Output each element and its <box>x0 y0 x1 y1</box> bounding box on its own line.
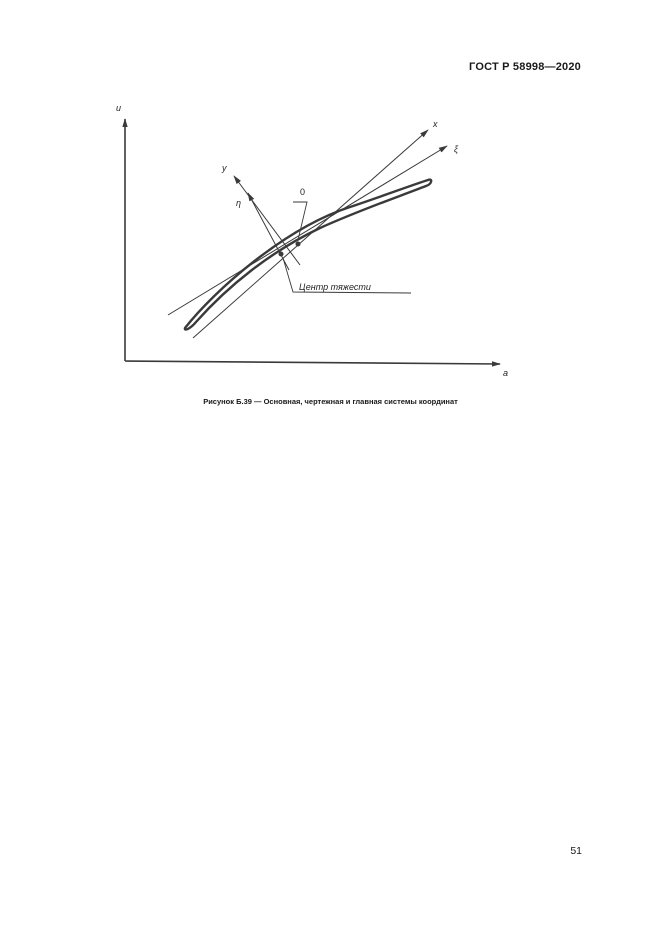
label-x: x <box>433 119 438 129</box>
label-eta: η <box>236 198 241 208</box>
label-y: y <box>222 163 227 173</box>
origin-point <box>296 242 301 247</box>
label-origin: 0 <box>300 187 306 197</box>
figure-caption: Рисунок Б.39 — Основная, чертежная и главная системы координат <box>203 397 458 406</box>
page-number: 51 <box>570 845 582 857</box>
center-of-gravity-point <box>279 252 284 257</box>
label-u: u <box>116 103 122 113</box>
standard-code: ГОСТ Р 58998—2020 <box>469 61 581 73</box>
label-a: a <box>503 368 509 378</box>
label-xi: ξ <box>454 144 459 154</box>
horizontal-axis-a <box>125 361 500 364</box>
airfoil-profile <box>185 180 431 330</box>
label-center-of-gravity: Центр тяжести <box>299 282 371 292</box>
axis-x <box>193 130 428 338</box>
